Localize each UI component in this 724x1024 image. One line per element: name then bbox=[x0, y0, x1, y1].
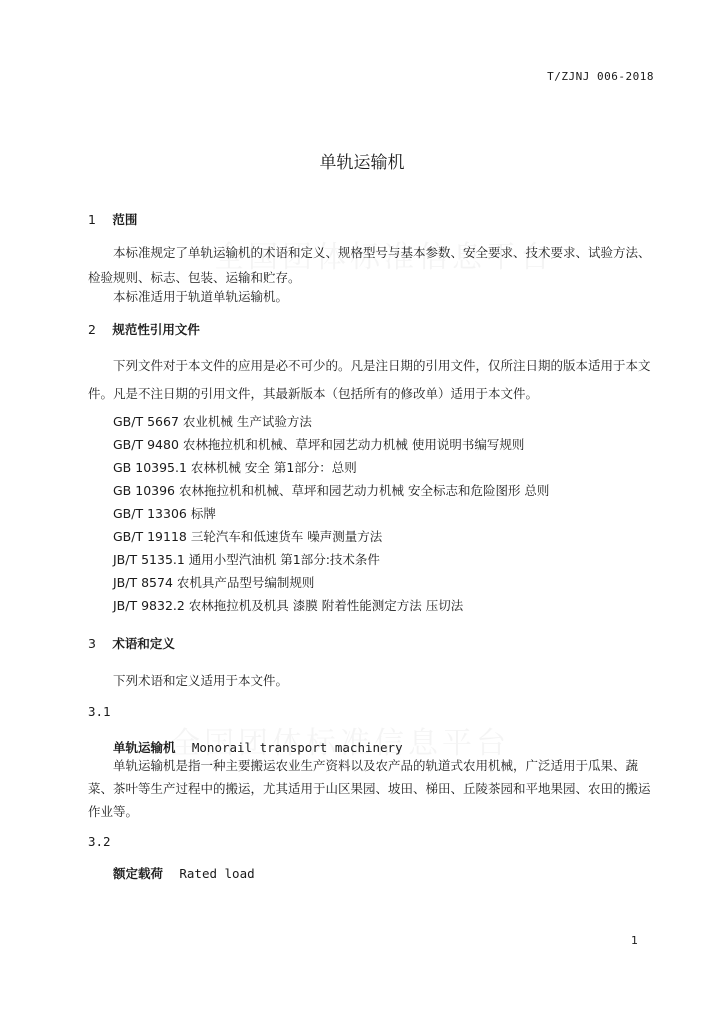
paragraph: 本标准适用于轨道单轨运输机。 bbox=[113, 289, 289, 304]
paragraph: 本标准规定了单轨运输机的术语和定义、规格型号与基本参数、安全要求、技术要求、试验方法、检验规则、标志、包装、运输和贮存。 bbox=[88, 245, 651, 285]
reference-item: GB 10395.1 农林机械 安全 第1部分：总则 bbox=[113, 460, 357, 475]
definition: 单轨运输机是指一种主要搬运农业生产资料以及农产品的轨道式农用机械，广泛适用于瓜果、蔬菜、茶叶等生产过程中的搬运，尤其适用于山区果园、坡田、梯田、丘陵茶园和平地果园、农田的搬运作业等。 bbox=[88, 758, 651, 819]
term-english: Rated load bbox=[179, 866, 255, 881]
page-number: 1 bbox=[631, 934, 638, 947]
term-entry bbox=[113, 864, 255, 882]
section-heading bbox=[88, 320, 200, 338]
subsection-number: 3.1 bbox=[88, 704, 111, 719]
document-title: 单轨运输机 bbox=[319, 153, 405, 173]
section-title: 范围 bbox=[112, 212, 138, 227]
section-title: 规范性引用文件 bbox=[112, 322, 200, 337]
reference-item: GB/T 9480 农林拖拉机和机械、草坪和园艺动力机械 使用说明书编写规则 bbox=[113, 437, 525, 452]
reference-item: JB/T 5135.1 通用小型汽油机 第1部分:技术条件 bbox=[113, 552, 380, 567]
reference-item: JB/T 8574 农机具产品型号编制规则 bbox=[113, 575, 315, 590]
section-title: 术语和定义 bbox=[112, 636, 175, 651]
reference-item: GB 10396 农林拖拉机和机械、草坪和园艺动力机械 安全标志和危险图形 总则 bbox=[113, 483, 550, 498]
section-heading bbox=[88, 210, 137, 228]
term-english: Monorail transport machinery bbox=[191, 740, 403, 755]
section-number: 3 bbox=[88, 636, 96, 651]
reference-item: GB/T 13306 标牌 bbox=[113, 506, 216, 521]
term-chinese: 单轨运输机 bbox=[113, 740, 176, 755]
paragraph: 下列文件对于本文件的应用是必不可少的。凡是注日期的引用文件，仅所注日期的版本适用于本文件。凡是不注日期的引用文件，其最新版本（包括所有的修改单）适用于本文件。 bbox=[88, 358, 651, 401]
reference-item: GB/T 5667 农业机械 生产试验方法 bbox=[113, 414, 312, 429]
reference-item: JB/T 9832.2 农林拖拉机及机具 漆膜 附着性能测定方法 压切法 bbox=[113, 598, 464, 613]
section-number: 2 bbox=[88, 322, 96, 337]
reference-item: GB/T 19118 三轮汽车和低速货车 噪声测量方法 bbox=[113, 529, 383, 544]
section-heading bbox=[88, 634, 175, 652]
term-chinese: 额定载荷 bbox=[113, 866, 164, 881]
subsection-number: 3.2 bbox=[88, 834, 111, 849]
document-id: T/ZJNJ 006-2018 bbox=[547, 70, 654, 83]
section-number: 1 bbox=[88, 212, 96, 227]
paragraph: 下列术语和定义适用于本文件。 bbox=[113, 673, 289, 688]
